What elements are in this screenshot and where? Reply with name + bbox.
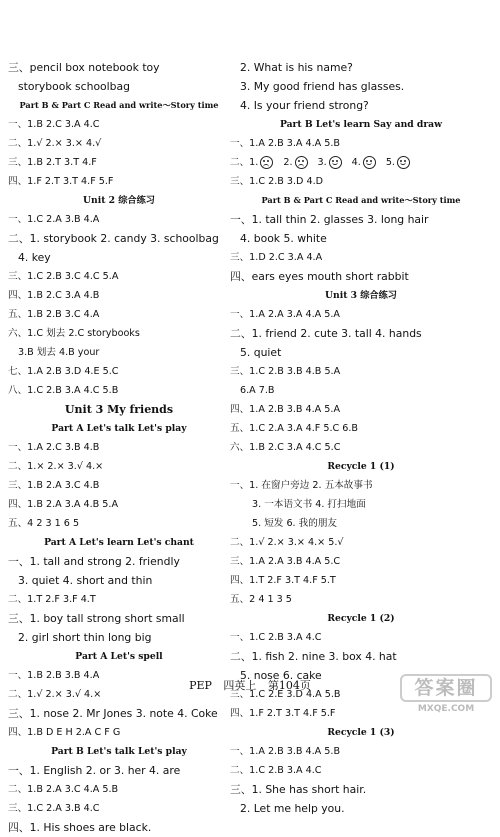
answer-text: 六、1.C 划去 2.C storybooks [8,328,140,339]
answer-line [8,476,230,495]
answer-line [230,96,492,115]
answer-text: 3. quiet 4. short and thin [18,574,153,587]
answer-line [230,628,492,647]
answer-line [8,495,230,514]
watermark-logo-text: 答案圈 [400,674,492,702]
answer-line [230,381,492,400]
answer-text: 二、1.√ 2.× 3.× 4.√ [8,138,102,149]
answer-text: storybook schoolbag [18,80,130,93]
answer-text: Part A Let's talk Let's play [51,423,187,434]
answer-text: 五、1.B 2.B 3.C 4.A [8,309,100,320]
answer-line [230,552,492,571]
answer-text: 四、1.B 2.C 3.A 4.B [8,290,100,301]
answer-line [230,229,492,248]
answer-text: Unit 3 My friends [64,403,174,416]
section-heading [8,647,230,666]
answer-text: 6.A 7.B [240,385,275,396]
answer-line [230,495,492,514]
answer-text: Recycle 1 (2) [327,613,395,624]
answer-text: 五、1.C 2.A 3.A 4.F 5.C 6.B [230,423,358,434]
answer-text: 一、1.C 2.A 3.B 4.A [8,214,100,225]
answer-text: 六、1.B 2.C 3.A 4.C 5.C [230,442,341,453]
answer-line [8,514,230,533]
answer-text: 二、1.√ 2.× 3.× 4.× 5.√ [230,537,344,548]
answer-line [230,419,492,438]
answer-text: 三、1. She has short hair. [230,783,367,796]
answer-text: Part B Let's learn Say and draw [279,119,443,130]
answer-text: 三、1. boy tall strong short small [8,612,185,625]
answer-text: 3. 一本语文书 4. 打扫地面 [252,499,366,510]
smile-face-icon [329,156,342,169]
answer-text: Part A Let's learn Let's chant [44,537,194,548]
answer-text: 五、2 4 1 3 5 [230,594,292,605]
answer-line [8,590,230,609]
answer-text: 二、1.√ 2.× 3.√ 4.× [8,689,102,700]
footer-brand: PEP [189,679,212,692]
answer-text: 三、1.D 2.C 3.A 4.A [230,252,323,263]
answer-line [8,362,230,381]
watermark-logo [400,674,492,716]
answer-text: 4. key [18,251,51,264]
answer-text: 二、1. storybook 2. candy 3. schoolbag [8,232,219,245]
answer-text: 3. My good friend has glasses. [240,80,405,93]
footer-page-number: 第104页 [267,679,311,692]
answer-line [230,438,492,457]
answer-line [230,590,492,609]
answer-line [230,305,492,324]
section-heading [8,533,230,552]
answer-text: 二、1. friend 2. cute 3. tall 4. hands [230,327,422,340]
answer-line [230,248,492,267]
answer-line [8,723,230,742]
answer-line [230,799,492,818]
answer-line [8,704,230,723]
answer-line [8,324,230,343]
answer-line [230,324,492,343]
answer-line [8,172,230,191]
answer-text: 三、1. nose 2. Mr Jones 3. note 4. Coke [8,707,218,720]
smile-face-icon [397,156,410,169]
answer-line [8,799,230,818]
answer-text: 八、1.C 2.B 3.A 4.C 5.B [8,385,119,396]
answer-text: 二、1.× 2.× 3.√ 4.× [8,461,104,472]
answer-line [8,780,230,799]
answer-line [8,761,230,780]
section-heading [8,742,230,761]
answer-text: 四、1. His shoes are black. [8,821,152,834]
answer-text: Part B & Part C Read and write～Story time [19,100,219,110]
section-heading [230,609,492,628]
smile-face-icon [363,156,376,169]
section-heading [230,457,492,476]
answer-line [8,305,230,324]
answer-text: 二、1. fish 2. nine 3. box 4. hat [230,650,397,663]
answer-line [8,286,230,305]
section-heading [8,400,230,419]
answer-text: 2. Let me help you. [240,802,345,815]
answer-text: 七、1.A 2.B 3.D 4.E 5.C [8,366,119,377]
answer-line [230,58,492,77]
answer-text: 二、1.T 2.F 3.F 4.T [8,594,96,605]
answer-text: 2. girl short thin long big [18,631,152,644]
answer-line [8,552,230,571]
answer-text: 三、1.B 2.A 3.C 4.B [8,480,100,491]
answer-text: 三、1.C 2.B 3.D 4.D [230,176,324,187]
answer-line [230,134,492,153]
answer-text: 一、1. 在窗户旁边 2. 五本故事书 [230,480,373,491]
answer-text: 三、1.C 2.B 3.C 4.C 5.A [8,271,119,282]
section-heading [230,286,492,305]
answer-line [230,343,492,362]
answer-text: Recycle 1 (1) [327,461,395,472]
answer-text: 2. What is his name? [240,61,353,74]
footer-grade: 四英上 [223,679,257,692]
section-heading [230,115,492,134]
answer-column-left [8,58,230,837]
answer-line [8,248,230,267]
answer-text: 四、1.A 2.B 3.B 4.A 5.A [230,404,341,415]
answer-text: 四、ears eyes mouth short rabbit [230,270,409,283]
answer-text: 四、1.F 2.T 3.T 4.F 5.F [230,708,336,719]
answer-text: 4. Is your friend strong? [240,99,369,112]
answer-line [230,742,492,761]
answer-line [230,267,492,286]
answer-text: Unit 2 综合练习 [83,195,155,206]
answer-line [8,571,230,590]
answer-line [8,343,230,362]
answer-text: 二、1.B 2.A 3.C 4.A 5.B [8,784,119,795]
answer-text: 一、1.A 2.B 3.A 4.A 5.B [230,138,341,149]
answer-text: 一、1.A 2.B 3.B 4.A 5.B [230,746,341,757]
sad-face-icon [295,156,308,169]
answer-line [230,172,492,191]
answer-text: 4. book 5. white [240,232,327,245]
answer-text: 四、1.B D E H 2.A C F G [8,727,121,738]
answer-line [230,153,492,172]
answer-line [230,400,492,419]
answer-line [8,818,230,837]
answer-line [8,115,230,134]
section-heading [8,96,230,115]
answer-text: Unit 3 综合练习 [325,290,397,301]
answer-line [8,267,230,286]
answer-line [8,58,230,77]
answer-line [8,210,230,229]
answer-text: 二、1. [230,157,259,168]
answer-text: 三、1.C 2.B 3.B 4.B 5.A [230,366,341,377]
answer-text: 四、1.F 2.T 3.T 4.F 5.F [8,176,114,187]
watermark-url: MXQE.COM [417,704,475,714]
answer-text: 一、1.C 2.B 3.A 4.C [230,632,322,643]
answer-text: 5. quiet [240,346,282,359]
answer-line [8,77,230,96]
answer-text: 三、pencil box notebook toy [8,61,160,74]
section-heading [230,723,492,742]
answer-text: Part A Let's spell [75,651,163,662]
answer-text: 一、1. tall thin 2. glasses 3. long hair [230,213,429,226]
answer-line [230,362,492,381]
face-label: 4. [351,157,361,168]
answer-line [230,647,492,666]
answer-text: 四、1.T 2.F 3.T 4.F 5.T [230,575,336,586]
answer-line [8,153,230,172]
answer-text: 二、1.C 2.B 3.A 4.C [230,765,322,776]
section-heading [8,191,230,210]
answer-line [8,381,230,400]
answer-line [8,229,230,248]
answer-text: Recycle 1 (3) [327,727,395,738]
answer-line [230,210,492,229]
answer-text: 五、4 2 3 1 6 5 [8,518,80,529]
answer-text: 一、1.A 2.C 3.B 4.B [8,442,100,453]
answer-text: 3.B 划去 4.B your [18,347,100,358]
answer-text: 四、1.B 2.A 3.A 4.B 5.A [8,499,119,510]
section-heading [230,191,492,210]
answer-text: 一、1. tall and strong 2. friendly [8,555,180,568]
answer-line [8,438,230,457]
answer-text: 三、1.A 2.A 3.B 4.A 5.C [230,556,341,567]
answer-line [8,609,230,628]
answer-text: Part B Let's talk Let's play [51,746,187,757]
answer-line [230,571,492,590]
answer-text: 三、1.B 2.T 3.T 4.F [8,157,97,168]
face-label: 5. [385,157,395,168]
answer-line [8,628,230,647]
answer-text: 三、1.C 2.E 3.D 4.A 5.B [230,689,341,700]
answer-text: Part B & Part C Read and write～Story time [261,195,461,205]
answer-text: 一、1.B 2.B 3.B 4.A [8,670,100,681]
answer-line [8,457,230,476]
answer-line [230,533,492,552]
answer-line [230,77,492,96]
face-label: 2. [283,157,293,168]
answer-text: 一、1. English 2. or 3. her 4. are [8,764,181,777]
sad-face-icon [260,156,273,169]
answer-text: 5. 短发 6. 我的朋友 [252,518,338,529]
answer-line [230,476,492,495]
answer-text: 三、1.C 2.A 3.B 4.C [8,803,100,814]
answer-text: 一、1.B 2.C 3.A 4.C [8,119,100,130]
section-heading [8,419,230,438]
answer-line [8,134,230,153]
answer-text: 5. nose 6. cake [240,669,322,682]
face-label: 3. [317,157,327,168]
answer-line [230,514,492,533]
answer-line [230,761,492,780]
answer-text: 一、1.A 2.A 3.A 4.A 5.A [230,309,340,320]
answer-line [230,780,492,799]
